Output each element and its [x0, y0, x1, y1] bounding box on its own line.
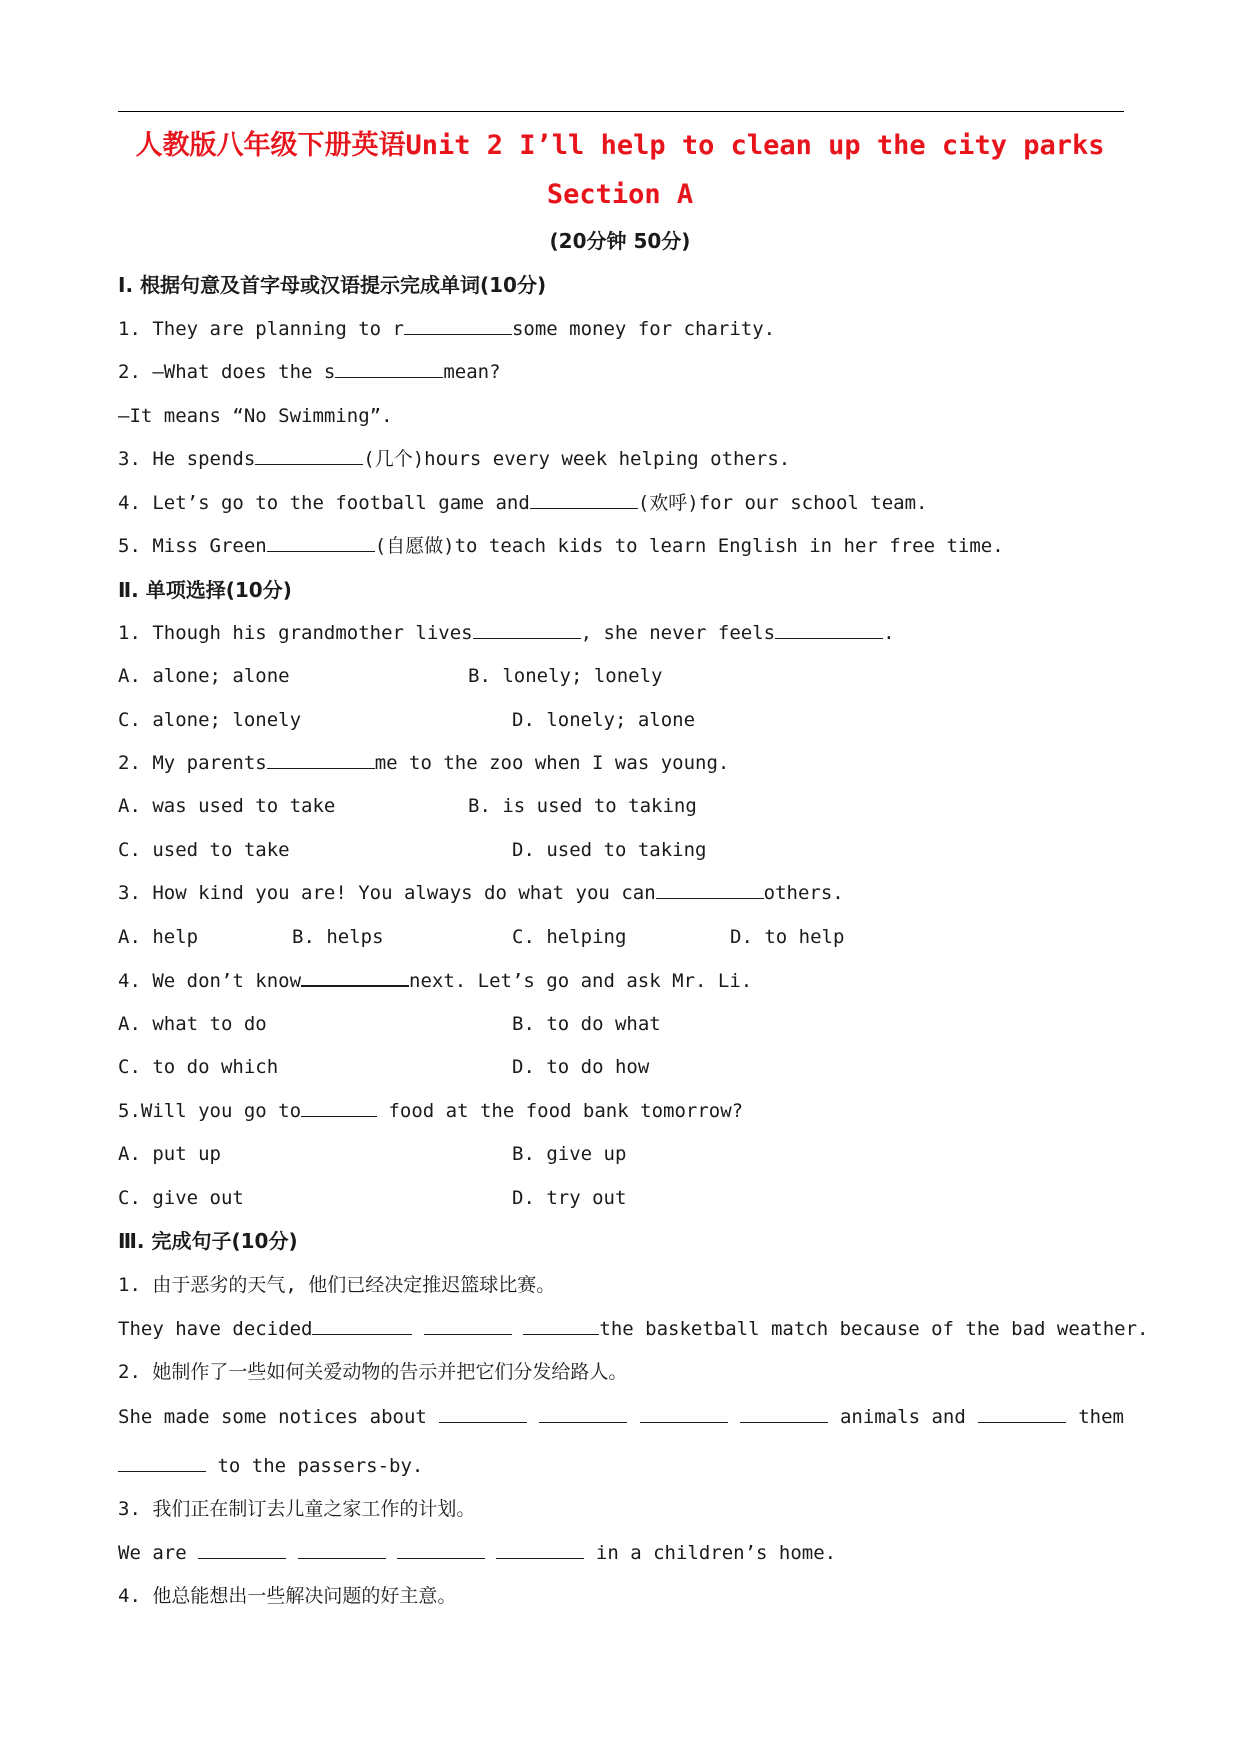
answer-blank[interactable]: [301, 1096, 377, 1117]
option-c[interactable]: C. alone; lonely: [118, 709, 302, 731]
s1-question-3: 3. He spends (几个)hours every week helping others.: [118, 444, 790, 474]
s2-question-4: 4. We don’t know next. Let’s go and ask Mr. Li.: [118, 965, 752, 995]
s3-question-1-english: They have decided the basketball match because of the bad weather.: [118, 1314, 1148, 1344]
s3-question-2-english-cont: to the passers-by.: [118, 1451, 423, 1481]
section1-heading: Ⅰ. 根据句意及首字母或汉语提示完成单词(10分): [118, 273, 547, 297]
answer-blank[interactable]: [740, 1402, 828, 1423]
doc-title-section: Section A: [546, 179, 694, 210]
option-b[interactable]: B. give up: [512, 1143, 627, 1165]
option-b[interactable]: B. helps: [292, 926, 384, 948]
answer-blank[interactable]: [656, 878, 764, 899]
option-a[interactable]: A. help: [118, 926, 199, 948]
option-d[interactable]: D. lonely; alone: [512, 709, 696, 731]
option-b[interactable]: B. is used to taking: [468, 795, 697, 817]
answer-blank[interactable]: [424, 1314, 512, 1335]
answer-blank[interactable]: [530, 488, 638, 509]
s3-question-3-chinese: 3. 我们正在制订去儿童之家工作的计划。: [118, 1498, 476, 1520]
section2-heading: Ⅱ. 单项选择(10分): [118, 578, 292, 602]
s1-question-2: 2. —What does the s mean?: [118, 357, 501, 387]
s3-question-2-chinese: 2. 她制作了一些如何关爱动物的告示并把它们分发给路人。: [118, 1361, 628, 1383]
answer-blank[interactable]: [404, 314, 512, 335]
answer-blank[interactable]: [198, 1538, 286, 1559]
header-rule: [118, 111, 1124, 112]
answer-blank[interactable]: [523, 1314, 599, 1335]
option-a[interactable]: A. what to do: [118, 1013, 267, 1035]
option-c[interactable]: C. used to take: [118, 839, 290, 861]
answer-blank[interactable]: [267, 748, 375, 769]
answer-blank[interactable]: [775, 618, 883, 639]
option-b[interactable]: B. lonely; lonely: [468, 665, 663, 687]
s3-question-1-chinese: 1. 由于恶劣的天气, 他们已经决定推迟篮球比赛。: [118, 1274, 556, 1296]
answer-blank[interactable]: [439, 1402, 527, 1423]
option-c[interactable]: C. helping: [512, 926, 627, 948]
doc-title: 人教版八年级下册英语Unit 2 I’ll help to clean up the city parks: [135, 130, 1105, 161]
doc-subtitle: (20分钟 50分): [549, 229, 691, 253]
answer-blank[interactable]: [335, 357, 443, 378]
s2-question-1: 1. Though his grandmother lives , she never feels .: [118, 618, 895, 648]
answer-blank[interactable]: [978, 1402, 1066, 1423]
answer-blank[interactable]: [496, 1538, 584, 1559]
s1-question-1: 1. They are planning to r some money for charity.: [118, 314, 775, 344]
s3-question-4-chinese: 4. 他总能想出一些解决问题的好主意。: [118, 1585, 457, 1607]
s3-question-3-english: We are in a children’s home.: [118, 1538, 836, 1568]
answer-blank[interactable]: [118, 1451, 206, 1472]
option-a[interactable]: A. was used to take: [118, 795, 336, 817]
s2-question-5: 5.Will you go to food at the food bank tomorrow?: [118, 1096, 743, 1126]
answer-blank[interactable]: [255, 444, 363, 465]
s1-question-2-reply: —It means “No Swimming”.: [118, 405, 393, 427]
s1-question-5: 5. Miss Green (自愿做)to teach kids to learn English in her free time.: [118, 531, 1004, 561]
s3-question-2-english: She made some notices about animals and them: [118, 1402, 1124, 1432]
option-c[interactable]: C. to do which: [118, 1056, 279, 1078]
answer-blank[interactable]: [473, 618, 581, 639]
answer-blank[interactable]: [298, 1538, 386, 1559]
option-b[interactable]: B. to do what: [512, 1013, 661, 1035]
option-d[interactable]: D. used to taking: [512, 839, 707, 861]
answer-blank[interactable]: [539, 1402, 627, 1423]
section3-heading: Ⅲ. 完成句子(10分): [118, 1229, 298, 1253]
option-d[interactable]: D. to help: [730, 926, 845, 948]
s2-question-3: 3. How kind you are! You always do what you can others.: [118, 878, 844, 908]
s1-question-4: 4. Let’s go to the football game and (欢呼)for our school team.: [118, 488, 927, 518]
answer-blank[interactable]: [640, 1402, 728, 1423]
option-d[interactable]: D. to do how: [512, 1056, 650, 1078]
answer-blank[interactable]: [397, 1538, 485, 1559]
option-c[interactable]: C. give out: [118, 1187, 244, 1209]
answer-blank[interactable]: [267, 531, 375, 552]
answer-blank[interactable]: [301, 965, 409, 987]
option-d[interactable]: D. try out: [512, 1187, 627, 1209]
s2-question-2: 2. My parents me to the zoo when I was young.: [118, 748, 729, 778]
answer-blank[interactable]: [312, 1314, 412, 1335]
option-a[interactable]: A. put up: [118, 1143, 221, 1165]
option-a[interactable]: A. alone; alone: [118, 665, 290, 687]
